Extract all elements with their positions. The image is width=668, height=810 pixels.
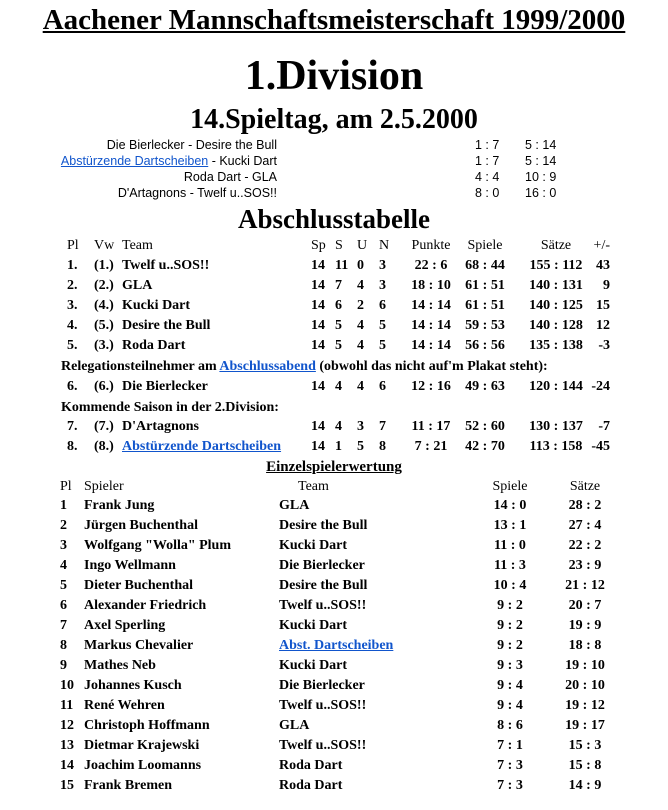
difference: -3 bbox=[598, 338, 610, 353]
player-name: Markus Chevalier bbox=[84, 638, 194, 653]
games-played: 14 bbox=[311, 379, 325, 394]
player-team: Kucki Dart bbox=[279, 538, 348, 553]
header-s: S bbox=[335, 238, 343, 253]
player-rank: 10 bbox=[60, 678, 74, 693]
player-rank: 4 bbox=[60, 558, 67, 573]
player-games: 13 : 1 bbox=[493, 518, 527, 533]
abschlussabend-link[interactable]: Abschlussabend bbox=[219, 359, 316, 374]
player-games: 9 : 2 bbox=[497, 598, 523, 613]
player-name: Johannes Kusch bbox=[84, 678, 182, 693]
player-team: GLA bbox=[279, 498, 310, 513]
points: 11 : 17 bbox=[411, 419, 451, 434]
player-games: 9 : 4 bbox=[497, 698, 523, 713]
standings-pos: 2. bbox=[67, 278, 78, 293]
player-sets: 15 : 3 bbox=[568, 738, 602, 753]
difference: 15 bbox=[596, 298, 610, 313]
difference: -45 bbox=[591, 439, 610, 454]
player-rank: 11 bbox=[60, 698, 74, 713]
team-name: Roda Dart bbox=[122, 338, 186, 353]
player-rank: 6 bbox=[60, 598, 67, 613]
header-spiele: Spiele bbox=[492, 479, 528, 494]
match-separator: - bbox=[186, 186, 198, 200]
player-sets: 19 : 9 bbox=[568, 618, 602, 633]
player-team: Roda Dart bbox=[279, 778, 343, 793]
team-link[interactable]: Abstürzende Dartscheiben bbox=[122, 439, 282, 454]
player-games: 9 : 2 bbox=[497, 638, 523, 653]
player-sets: 19 : 17 bbox=[565, 718, 605, 733]
wins: 7 bbox=[335, 278, 342, 293]
draws: 5 bbox=[357, 439, 364, 454]
difference: 12 bbox=[596, 318, 610, 333]
games-played: 14 bbox=[311, 318, 325, 333]
draws: 3 bbox=[357, 419, 364, 434]
draws: 4 bbox=[357, 379, 364, 394]
standings-pos: 3. bbox=[67, 298, 78, 313]
player-games: 14 : 0 bbox=[493, 498, 527, 513]
player-team: GLA bbox=[279, 718, 310, 733]
home-team: D'Artagnons bbox=[117, 186, 187, 200]
match-separator: - bbox=[184, 138, 196, 152]
player-sets: 19 : 10 bbox=[565, 658, 605, 673]
previous-pos: (2.) bbox=[94, 278, 114, 293]
header-n: N bbox=[379, 238, 390, 253]
away-team: Kucki Dart bbox=[219, 154, 277, 168]
header-player: Spieler bbox=[84, 479, 124, 494]
division-title: 1.Division bbox=[244, 53, 424, 99]
match-sets: 10 : 9 bbox=[525, 170, 557, 184]
player-sets: 19 : 12 bbox=[565, 698, 605, 713]
player-rank: 3 bbox=[60, 538, 67, 553]
player-games: 9 : 3 bbox=[497, 658, 523, 673]
match-separator: - bbox=[240, 170, 252, 184]
match-row bbox=[0, 170, 668, 186]
points: 14 : 14 bbox=[411, 318, 451, 333]
player-team: Die Bierlecker bbox=[279, 678, 365, 693]
header-saetze: Sätze bbox=[540, 238, 572, 253]
player-name: Axel Sperling bbox=[84, 618, 166, 633]
player-name: Jürgen Buchenthal bbox=[84, 518, 198, 533]
losses: 5 bbox=[379, 338, 386, 353]
match-teams bbox=[118, 186, 277, 200]
previous-pos: (6.) bbox=[94, 379, 114, 394]
player-name: Frank Jung bbox=[84, 498, 155, 513]
standings-pos: 6. bbox=[67, 379, 78, 394]
player-team: Die Bierlecker bbox=[279, 558, 365, 573]
match-row bbox=[0, 138, 668, 154]
points: 22 : 6 bbox=[414, 258, 448, 273]
wins: 4 bbox=[335, 379, 342, 394]
sets: 130 : 137 bbox=[529, 419, 583, 434]
header-saetze: Sätze bbox=[569, 479, 601, 494]
header-team: Team bbox=[122, 238, 153, 253]
previous-pos: (4.) bbox=[94, 298, 114, 313]
games-played: 14 bbox=[311, 278, 325, 293]
legs: 49 : 63 bbox=[465, 379, 505, 394]
team-name: GLA bbox=[122, 278, 153, 293]
player-team: Kucki Dart bbox=[279, 658, 348, 673]
difference: 43 bbox=[596, 258, 610, 273]
match-legs: 8 : 0 bbox=[475, 186, 500, 200]
player-sets: 20 : 10 bbox=[565, 678, 605, 693]
wins: 6 bbox=[335, 298, 342, 313]
points: 14 : 14 bbox=[411, 338, 451, 353]
difference: -24 bbox=[591, 379, 610, 394]
legs: 61 : 51 bbox=[465, 278, 505, 293]
wins: 11 bbox=[335, 258, 349, 273]
match-legs: 1 : 7 bbox=[475, 154, 500, 168]
wins: 5 bbox=[335, 338, 342, 353]
player-sets: 14 : 9 bbox=[568, 778, 602, 793]
player-team: Twelf u..SOS!! bbox=[279, 738, 367, 753]
sets: 155 : 112 bbox=[529, 258, 583, 273]
relegation-note-text: Relegationsteilnehmer am bbox=[61, 359, 220, 374]
match-teams bbox=[184, 170, 277, 184]
player-team: Desire the Bull bbox=[279, 518, 368, 533]
losses: 8 bbox=[379, 439, 386, 454]
player-games: 8 : 6 bbox=[497, 718, 523, 733]
team-name: Desire the Bull bbox=[122, 318, 211, 333]
header-sp: Sp bbox=[311, 238, 326, 253]
player-games: 11 : 3 bbox=[494, 558, 526, 573]
match-sets: 5 : 14 bbox=[525, 138, 557, 152]
player-name: Joachim Loomanns bbox=[84, 758, 202, 773]
match-legs: 4 : 4 bbox=[475, 170, 500, 184]
player-games: 10 : 4 bbox=[493, 578, 527, 593]
previous-pos: (1.) bbox=[94, 258, 114, 273]
match-legs: 1 : 7 bbox=[475, 138, 500, 152]
player-sets: 28 : 2 bbox=[568, 498, 602, 513]
player-rank: 1 bbox=[60, 498, 67, 513]
header-pl: Pl bbox=[67, 238, 79, 253]
player-sets: 20 : 7 bbox=[568, 598, 602, 613]
player-ranking-title: Einzelspielerwertung bbox=[266, 459, 402, 475]
player-name: Alexander Friedrich bbox=[84, 598, 207, 613]
header-punkte: Punkte bbox=[411, 238, 451, 253]
standings-pos: 1. bbox=[67, 258, 78, 273]
sets: 140 : 131 bbox=[529, 278, 583, 293]
away-team: Desire the Bull bbox=[195, 138, 277, 152]
page-title: Aachener Mannschaftsmeisterschaft 1999/2000 bbox=[42, 4, 626, 36]
standings-title: Abschlusstabelle bbox=[237, 204, 431, 234]
player-games: 7 : 3 bbox=[497, 758, 523, 773]
losses: 6 bbox=[379, 298, 386, 313]
player-team: Roda Dart bbox=[279, 758, 343, 773]
player-sets: 27 : 4 bbox=[568, 518, 602, 533]
player-team: Twelf u..SOS!! bbox=[279, 598, 367, 613]
player-sets: 21 : 12 bbox=[565, 578, 605, 593]
draws: 4 bbox=[357, 278, 364, 293]
header-team: Team bbox=[298, 479, 329, 494]
wins: 5 bbox=[335, 318, 342, 333]
draws: 4 bbox=[357, 338, 364, 353]
standings-pos: 4. bbox=[67, 318, 78, 333]
legs: 59 : 53 bbox=[465, 318, 505, 333]
sets: 140 : 128 bbox=[529, 318, 583, 333]
player-name: Christoph Hoffmann bbox=[84, 718, 210, 733]
losses: 5 bbox=[379, 318, 386, 333]
player-games: 7 : 3 bbox=[497, 778, 523, 793]
player-rank: 2 bbox=[60, 518, 67, 533]
player-name: René Wehren bbox=[84, 698, 165, 713]
relegation-note bbox=[61, 359, 548, 375]
standings-pos: 8. bbox=[67, 439, 78, 454]
team-name: Die Bierlecker bbox=[122, 379, 208, 394]
draws: 2 bbox=[357, 298, 364, 313]
player-rank: 9 bbox=[60, 658, 67, 673]
team-name: Kucki Dart bbox=[122, 298, 191, 313]
games-played: 14 bbox=[311, 419, 325, 434]
wins: 1 bbox=[335, 439, 342, 454]
legs: 68 : 44 bbox=[465, 258, 505, 273]
header-vw: Vw bbox=[94, 238, 115, 253]
losses: 3 bbox=[379, 278, 386, 293]
games-played: 14 bbox=[311, 298, 325, 313]
games-played: 14 bbox=[311, 258, 325, 273]
sets: 135 : 138 bbox=[529, 338, 583, 353]
player-rank: 8 bbox=[60, 638, 67, 653]
match-teams bbox=[61, 154, 277, 168]
player-name: Ingo Wellmann bbox=[84, 558, 176, 573]
losses: 6 bbox=[379, 379, 386, 394]
away-team: Twelf u..SOS!! bbox=[197, 186, 277, 200]
match-row bbox=[0, 154, 668, 170]
team-link[interactable]: Abstürzende Dartscheiben bbox=[60, 154, 209, 168]
previous-pos: (7.) bbox=[94, 419, 114, 434]
player-name: Dieter Buchenthal bbox=[84, 578, 194, 593]
match-separator: - bbox=[208, 154, 220, 168]
player-games: 9 : 2 bbox=[497, 618, 523, 633]
draws: 4 bbox=[357, 318, 364, 333]
player-rank: 13 bbox=[60, 738, 74, 753]
player-sets: 23 : 9 bbox=[568, 558, 602, 573]
player-games: 7 : 1 bbox=[497, 738, 523, 753]
player-rank: 12 bbox=[60, 718, 74, 733]
player-rank: 15 bbox=[60, 778, 74, 793]
team-link[interactable]: Abst. Dartscheiben bbox=[279, 638, 394, 653]
player-team: Kucki Dart bbox=[279, 618, 348, 633]
home-team: Roda Dart bbox=[183, 170, 241, 184]
player-sets: 15 : 8 bbox=[568, 758, 602, 773]
player-name: Dietmar Krajewski bbox=[84, 738, 200, 753]
games-played: 14 bbox=[311, 439, 325, 454]
games-played: 14 bbox=[311, 338, 325, 353]
points: 7 : 21 bbox=[414, 439, 448, 454]
player-name: Mathes Neb bbox=[84, 658, 156, 673]
player-team: Twelf u..SOS!! bbox=[279, 698, 367, 713]
match-sets: 16 : 0 bbox=[525, 186, 557, 200]
player-name: Wolfgang "Wolla" Plum bbox=[84, 538, 232, 553]
team-name: Twelf u..SOS!! bbox=[122, 258, 210, 273]
standings-pos: 7. bbox=[67, 419, 78, 434]
matchday-title: 14.Spieltag, am 2.5.2000 bbox=[190, 104, 478, 135]
team-name: D'Artagnons bbox=[122, 419, 200, 434]
player-sets: 22 : 2 bbox=[568, 538, 602, 553]
player-rank: 7 bbox=[60, 618, 67, 633]
previous-pos: (3.) bbox=[94, 338, 114, 353]
legs: 61 : 51 bbox=[465, 298, 505, 313]
legs: 56 : 56 bbox=[465, 338, 505, 353]
player-games: 11 : 0 bbox=[494, 538, 526, 553]
player-rank: 14 bbox=[60, 758, 74, 773]
header-pl: Pl bbox=[60, 479, 72, 494]
match-sets: 5 : 14 bbox=[525, 154, 557, 168]
previous-pos: (5.) bbox=[94, 318, 114, 333]
losses: 3 bbox=[379, 258, 386, 273]
points: 18 : 10 bbox=[411, 278, 451, 293]
difference: 9 bbox=[603, 278, 610, 293]
player-sets: 18 : 8 bbox=[568, 638, 602, 653]
draws: 0 bbox=[357, 258, 364, 273]
player-games: 9 : 4 bbox=[497, 678, 523, 693]
match-teams bbox=[107, 138, 277, 152]
points: 14 : 14 bbox=[411, 298, 451, 313]
wins: 4 bbox=[335, 419, 342, 434]
match-row bbox=[0, 186, 668, 202]
header-diff: +/- bbox=[593, 238, 610, 253]
player-team: Desire the Bull bbox=[279, 578, 368, 593]
points: 12 : 16 bbox=[411, 379, 451, 394]
losses: 7 bbox=[379, 419, 386, 434]
relegation-note-after: (obwohl das nicht auf'm Plakat steht): bbox=[315, 359, 548, 374]
legs: 52 : 60 bbox=[465, 419, 505, 434]
standings-pos: 5. bbox=[67, 338, 78, 353]
sets: 140 : 125 bbox=[529, 298, 583, 313]
legs: 42 : 70 bbox=[465, 439, 505, 454]
header-u: U bbox=[357, 238, 368, 253]
player-rank: 5 bbox=[60, 578, 67, 593]
relegated-note: Kommende Saison in der 2.Division: bbox=[61, 400, 279, 415]
sets: 113 : 158 bbox=[529, 439, 583, 454]
difference: -7 bbox=[598, 419, 610, 434]
away-team: GLA bbox=[251, 170, 277, 184]
header-spiele: Spiele bbox=[467, 238, 503, 253]
player-name: Frank Bremen bbox=[84, 778, 173, 793]
home-team: Die Bierlecker bbox=[106, 138, 185, 152]
previous-pos: (8.) bbox=[94, 439, 114, 454]
sets: 120 : 144 bbox=[529, 379, 583, 394]
